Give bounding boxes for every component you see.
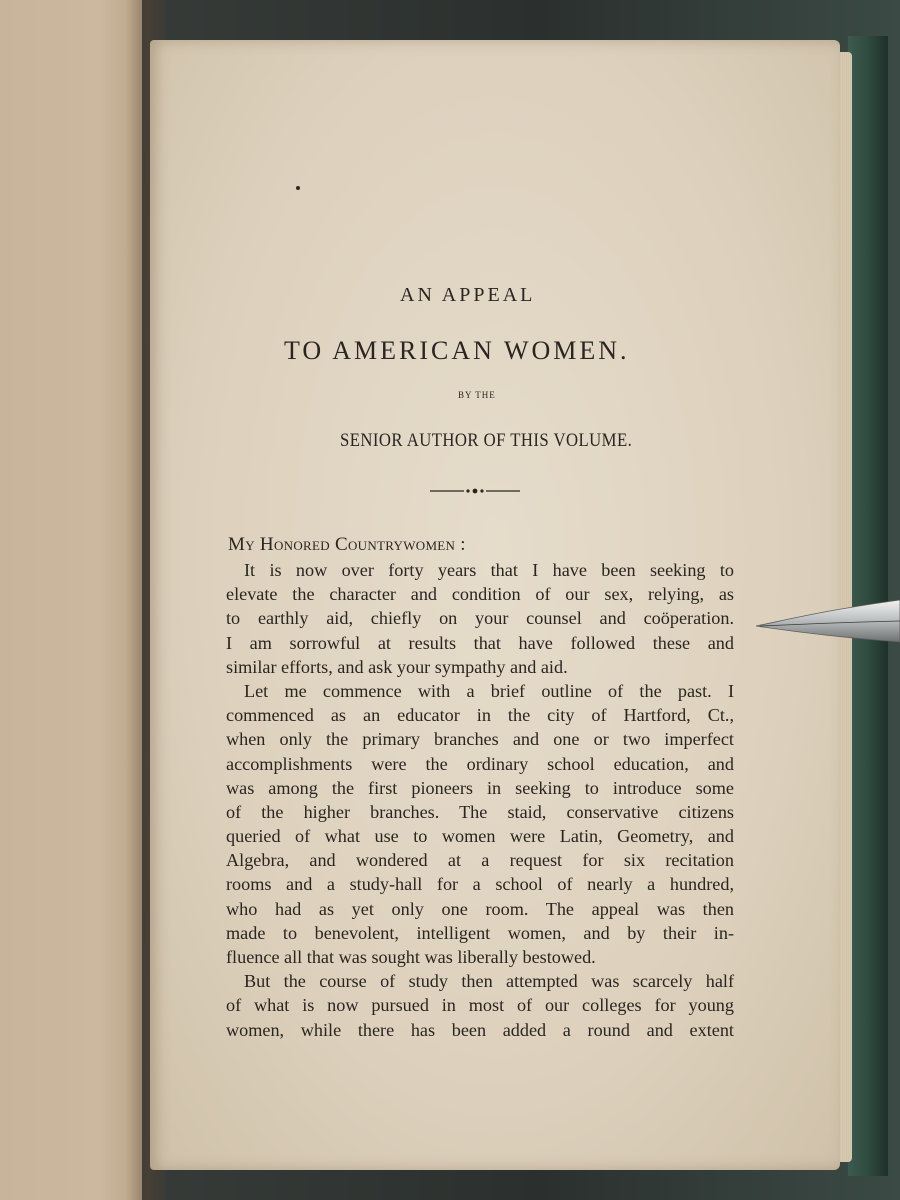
text-line: of the higher branches. The staid, conservative citizens [226,801,734,822]
text-line: rooms and a study-hall for a school of nearly a hundred, [226,874,734,895]
text-line: But the course of study then attempted was scarcely half [244,971,734,992]
ink-speck [296,186,300,190]
title-line-1: AN APPEAL [400,284,536,306]
letter-opener-blade-icon [756,598,900,658]
left-page [0,0,142,1200]
text-line: I am sorrowful at results that have followed these and [226,632,734,653]
salutation: My Honored Countrywomen : [228,534,466,555]
byline: BY THE [458,390,496,400]
text-line: Algebra, and wondered at a request for six recitation [226,850,734,871]
text-line: commenced as an educator in the city of Hartford, Ct., [226,705,734,726]
text-line: Let me commence with a brief outline of the past. I [244,680,734,701]
text-line: accomplishments were the ordinary school education, and [226,753,734,774]
text-line: of what is now pursued in most of our colleges for young [226,995,734,1016]
ornament-rule [430,485,520,497]
text-line: queried of what use to women were Latin, Geometry, and [226,826,734,847]
author-line: SENIOR AUTHOR OF THIS VOLUME. [340,430,633,451]
text-line: fluence all that was sought was liberally bestowed. [226,947,596,967]
text-line: made to benevolent, intelligent women, and by their in- [226,922,734,943]
title-line-2: TO AMERICAN WOMEN. [284,336,630,365]
text-line: to earthly aid, chiefly on your counsel and coöperation. [226,608,734,629]
text-line: was among the first pioneers in seeking to introduce some [226,777,734,798]
text-line: when only the primary branches and one or two imperfect [226,729,734,750]
text-line: similar efforts, and ask your sympathy and aid. [226,656,568,677]
text-line: It is now over forty years that I have been seeking to [244,560,734,580]
text-line: women, while there has been added a round and extent [226,1019,734,1040]
text-line: elevate the character and condition of our sex, relying, as [226,584,734,605]
text-line: who had as yet only one room. The appeal was then [226,898,734,919]
body-text [226,558,734,1042]
